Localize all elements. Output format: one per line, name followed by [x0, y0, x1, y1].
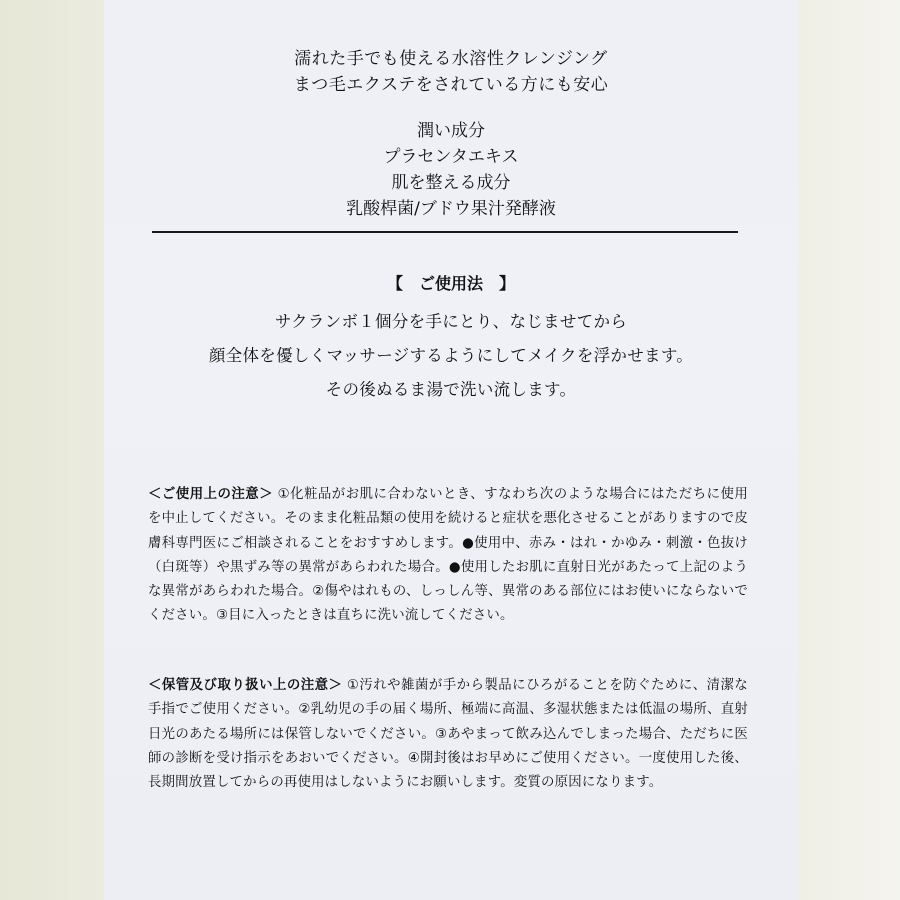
ingredient-item: 肌を整える成分	[391, 173, 511, 193]
divider-line	[152, 231, 738, 233]
background-left-edge	[0, 0, 104, 900]
ingredient-item: 潤い成分	[417, 121, 485, 141]
product-taglines	[104, 46, 798, 98]
precautions-heading: ＜ご使用上の注意＞	[148, 487, 273, 502]
instruction-sheet	[104, 0, 798, 900]
precautions-paragraph	[148, 483, 748, 629]
precautions-text: ①化粧品がお肌に合わないとき、すなわち次のような場合にはただちに使用を中止してください。そのまま化粧品類の使用を続けると症状を悪化させることがありますので皮膚科専門医にご相談されることをおすすめします。●使用中、赤み・はれ・かゆみ・刺激・色抜け（白斑等）や黒ずみ等の異常があらわれた場合。●使用したお肌に直射日光があたって上記のような異常があらわれた場合。②傷やはれもの、しっしん等、異常のある部位にはお使いにならないでください。③目に入ったときは直ちに洗い流してください。	[148, 487, 748, 624]
tagline-eyelash-safe: まつ毛エクステをされている方にも安心	[293, 75, 609, 95]
ingredients-list	[104, 118, 798, 222]
storage-heading: ＜保管及び取り扱い上の注意＞	[148, 678, 343, 693]
ingredient-item: 乳酸桿菌/ブドウ果汁発酵液	[346, 199, 556, 219]
usage-line: サクランボ１個分を手にとり、なじませてから	[274, 312, 628, 331]
background-right-edge	[798, 0, 900, 900]
storage-paragraph	[148, 674, 748, 795]
usage-line: その後ぬるま湯で洗い流します。	[325, 380, 577, 399]
tagline-water-soluble: 濡れた手でも使える水溶性クレンジング	[294, 49, 608, 69]
usage-line: 顔全体を優しくマッサージするようにしてメイクを浮かせます。	[208, 346, 694, 365]
ingredient-item: プラセンタエキス	[383, 147, 519, 167]
usage-title: 【 ご使用法 】	[386, 274, 515, 293]
usage-instructions	[104, 305, 798, 407]
storage-text: ①汚れや雑菌が手から製品にひろがることを防ぐために、清潔な手指でご使用ください。②乳幼児の手の届く場所、極端に高温、多湿状態または低温の場所、直射日光のあたる場所には保管しないでください。③あやまって飲み込んでしまった場合、ただちに医師の診断を受け指示をあおいでください。④開封後はお早めにご使用ください。一度使用した後、長期間放置してからの再使用はしないようにお願いします。変質の原因になります。	[148, 678, 748, 791]
